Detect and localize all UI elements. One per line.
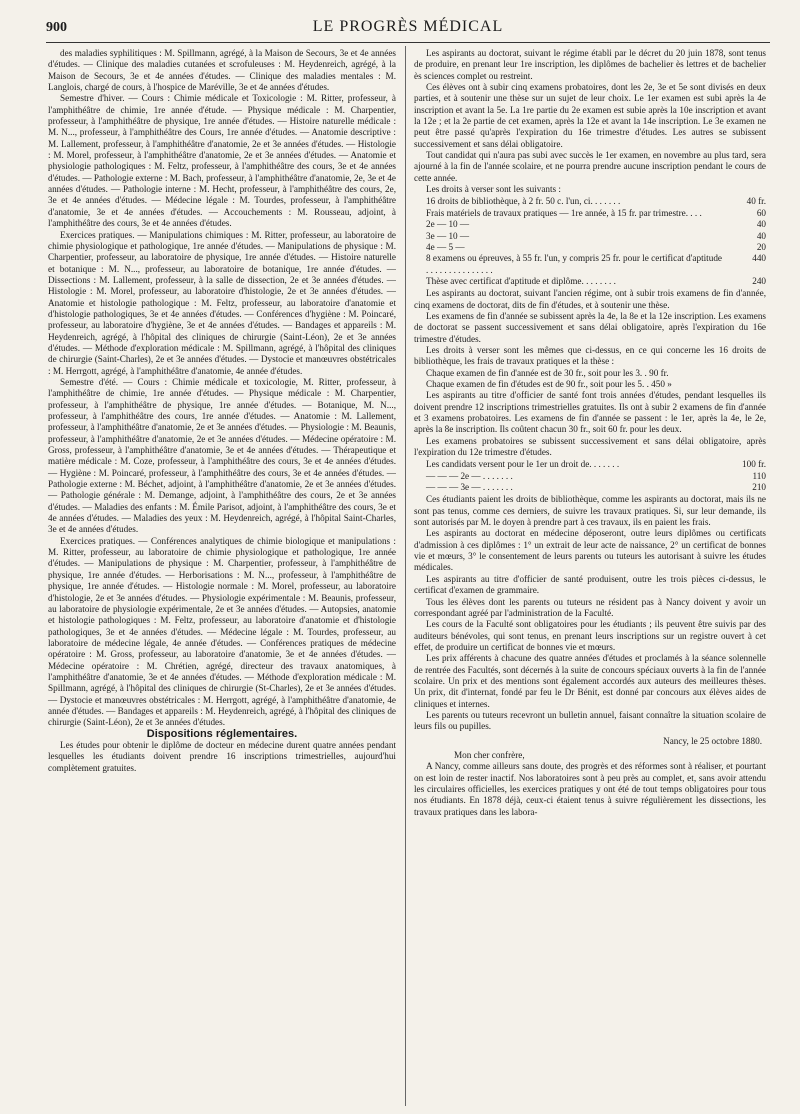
fee-label: Frais matériels de travaux pratiques — 1re année, à 15 fr. par trimestre. . . .	[426, 207, 702, 218]
fee-label: Thèse avec certificat d'aptitude et diplôme. . . . . . . .	[426, 275, 616, 286]
paragraph: Les examens probatoires se subissent successivement et sans délai obligatoire, après l'expiration du 12e trimestre d'études.	[414, 435, 766, 458]
fee-row	[414, 471, 766, 482]
paragraph: Semestre d'hiver. — Cours : Chimie médicale et Toxicologie : M. Ritter, professeur, à l'amphithéâtre de chimie, 1re année d'étude. — Physique médicale : M. Charpentier, professeur, à l'amphithéâtre de physique, 1re année d'études. — Histoire naturelle médicale : M. N..., professeur, à l'amphithéâtre des Cours, 1re année d'études. — Anatomie descriptive : M. Lallement, professeur, à l'amphithéâtre d'anatomie, 2e et 3e années d'études. — Histologie : M. Morel, professeur, à l'amphithéâtre d'anatomie, 2e et 3e années d'études. — Anatomie et physiologie pathologiques : M. Feltz, professeur, à l'amphithéâtre des cours, 3e et 4e années d'études. — Pathologie externe : M. Bach, professeur, à l'amphithéâtre d'anatomie, 2e, 3e et 4e années d'études. — Pathologie interne : M. Hecht, professeur, à l'amphithéâtre des cours, 2e, 3e et 4e années d'études. — Médecine légale : M. Tourdes, professeur, à l'amphithéâtre d'anatomie, 3e et 4e années d'études. — Accouchements : M. Rousseau, adjoint, à l'amphithéâtre des cours, 3e et 4e années d'études.	[48, 93, 396, 229]
paragraph: Chaque examen de fin d'année est de 30 fr., soit pour les 3. . 90 fr.	[426, 367, 669, 378]
fee-label: 2e — 10 —	[426, 219, 470, 230]
paragraph: Chaque examen de fin d'études est de 90 fr., soit pour les 5. . 450 »	[426, 378, 672, 389]
header-rule	[46, 42, 770, 43]
fee-amount: 240	[752, 275, 766, 286]
fee-amount: 40 fr.	[746, 196, 766, 207]
fee-amount: 40	[756, 219, 766, 230]
paragraph: Les aspirants au titre d'officier de santé produisent, outre les trois pièces ci-dessus, le certificat d'examen de grammaire.	[414, 573, 766, 596]
fee-label: 16 droits de bibliothèque, à 2 fr. 50 c. l'un, ci. . . . . . .	[426, 196, 621, 207]
section-title: Dispositions réglementaires.	[146, 727, 298, 740]
fee-amount: 210	[752, 482, 766, 493]
page-header	[46, 14, 770, 38]
paragraph: Tous les élèves dont les parents ou tuteurs ne résident pas à Nancy doivent y avoir un correspondant agréé par l'administration de la Faculté.	[414, 596, 766, 618]
page-number: 900	[46, 20, 67, 35]
fee-row	[414, 242, 766, 253]
fee-amount: 20	[756, 241, 766, 252]
fees-table-officier	[414, 459, 766, 493]
paragraph: Tout candidat qui n'aura pas subi avec succès le 1er examen, en novembre au plus tard, sera ajourné à la fin de l'année scolaire, et ne pourra prendre aucune inscription pendant le cours de cette année.	[414, 150, 766, 183]
fee-row	[414, 196, 766, 207]
fee-amount: 40	[756, 230, 766, 241]
paragraph: Les aspirants au titre d'officier de santé font trois années d'études, pendant lesquelles ils doivent prendre 12 inscriptions trimestrielles gratuites. Ils ont à subir 2 examens de fin d'année et 3 examens probatoires. Les examens de fin d'année se passent : le 1er, après la 4e, le 2e, après la 8e inscription. Ils coûtent chacun 30 fr., soit 60 fr. pour les deux.	[414, 390, 766, 435]
fee-amount: 110	[752, 470, 766, 481]
paragraph: Les aspirants au doctorat, suivant le régime établi par le décret du 20 juin 1878, sont tenus de produire, en prenant leur 1re inscription, les diplômes de bachelier ès lettres et de bachelier ès sciences complet ou restreint.	[414, 48, 766, 81]
paragraph: Les cours de la Faculté sont obligatoires pour les étudiants ; ils peuvent être suivis par des auditeurs bénévoles, qui sont tenus, en prenant leurs inscriptions sur un registre ouvert à cet effet, de produire un certificat de bonnes vie et mœurs.	[414, 619, 766, 652]
paragraph: Les prix afférents à chacune des quatre années d'études et proclamés à la séance solennelle de rentrée des Facultés, sont décernés à la suite de concours spéciaux ouverts à la fin de l'année scolaire. Un prix et des mentions sont également accordés aux auteurs des meilleures thèses. Un prix, dit d'internat, fondé par feu le Dr Bénit, est donné par concours aux élèves aides de cliniques et internes.	[414, 653, 766, 709]
fee-amount: 60	[756, 207, 766, 218]
fee-row	[414, 276, 766, 287]
fee-label: 8 examens ou épreuves, à 55 fr. l'un, y compris 25 fr. pour le certificat d'aptitude . . . . . . . . . . . . . . .	[426, 253, 722, 275]
paragraph: des maladies syphilitiques : M. Spillmann, agrégé, à la Maison de Secours, 3e et 4e années d'études. — Clinique des maladies cutanées et scrofuleuses : M. Heydenreich, agrégé, à la Maison de Secours, 3e et 4e années d'études. — Clinique des maladies mentales : M. Langlois, chargé de cours, à l'hospice de Maréville, 3e et 4e années d'études.	[48, 48, 396, 93]
journal-title: LE PROGRÈS MÉDICAL	[312, 18, 504, 35]
fees-table-doctorate	[414, 196, 766, 287]
fee-label: 3e — 10 —	[426, 230, 470, 241]
right-column	[414, 48, 766, 818]
paragraph: Exercices pratiques. — Manipulations chimiques : M. Ritter, professeur, au laboratoire de chimie physiologique et pathologique, 1re année d'études. — Manipulations de physique : M. Charpentier, professeur, au laboratoire de physique, 1re année d'études. — Histoire naturelle et botanique : M. N..., professeur, au laboratoire de botanique, 1re année d'études. — Dissections : M. Lallement, professeur, à la salle de dissection, 2e et 3e années d'études. — Histologie : M. Morel, professeur, au laboratoire d'histologie, 2e et 3e années d'études. — Anatomie et histologie pathologique : M. Feltz, professeur, au laboratoire d'anatomie et d'histologie pathologiques, 3e et 4e années d'études. — Conférences d'hygiène : M. Poincaré, professeur, au laboratoire d'hygiène, 3e et 4e années d'études. — Bandages et appareils : M. Heydenreich, agrégé, à l'hôpital des cliniques de chirurgie (Saint-Léon), 2e et 3e années d'études. — Méthode d'exploration médicale : M. Spillmann, agrégé, à l'hôpital des cliniques de chirurgie (Saint-Charles), 2e et 3e années d'études. — Dystocie et manœuvres obstétricales : M. Herrgott, agrégé, à l'amphithéâtre d'anatomie, 4e année d'études.	[48, 229, 396, 376]
paragraph: Les aspirants au doctorat en médecine déposeront, outre leurs diplômes ou certificats d'admission à ces diplômes : 1° un extrait de leur acte de naissance, 2° un certificat de bonnes vie et mœurs, 3° le consentement de leurs parents ou tuteurs les autorisant à suivre les études médicales.	[414, 528, 766, 573]
paragraph: Ces élèves ont à subir cinq examens probatoires, dont les 2e, 3e et 5e sont divisés en deux parties, et à soutenir une thèse sur un sujet de leur choix. Le 1er examen est subi après la 4e inscription et avant la 5e. La 1re partie du 2e examen est subie après la 10e inscription et avant la 12e ; et la 2e partie de cet examen, après la 12e et avant la 14e inscription. Le 3e examen ne peut être passé qu'après l'expiration du 16e trimestre d'études. Les autres se subissent successivement et sans délai obligatoire.	[414, 82, 766, 149]
fee-row	[414, 253, 766, 276]
paragraph: Les études pour obtenir le diplôme de docteur en médecine durent quatre années pendant lesquelles les étudiants doivent prendre 16 inscriptions trimestrielles, aujourd'hui complètement gratuites.	[48, 739, 396, 773]
fee-row	[414, 219, 766, 230]
letter-body: A Nancy, comme ailleurs sans doute, des progrès et des réformes sont à réaliser, et pourtant on est loin de rester inactif. Nos laboratoires sont à peu près au complet, et, sans avoir attendu les circulaires officielles, les exercices pratiques y ont été de tout temps obligatoires pour tous nos étudiants. En 1878 déjà, ceux-ci étaient tenus à suivre régulièrement les dissections, les travaux pratiques dans les labora-	[414, 761, 766, 817]
paragraph: Les examens de fin d'année se subissent après la 4e, la 8e et la 12e inscription. Les examens de doctorat se passent successivement et sans délai obligatoire, après l'expiration du 16e trimestre d'études.	[414, 310, 766, 344]
fee-amount: 440	[752, 253, 766, 264]
fee-row	[414, 482, 766, 493]
fee-amount: 100 fr.	[742, 459, 766, 470]
paragraph: Les droits à verser sont les mêmes que ci-dessus, en ce qui concerne les 16 droits de bibliothèque, les frais de travaux pratiques et la thèse :	[414, 344, 766, 367]
column-divider	[405, 46, 406, 1106]
fee-row	[414, 231, 766, 242]
paragraph: Semestre d'été. — Cours : Chimie médicale et toxicologie, M. Ritter, professeur, à l'amphithéâtre de chimie, 1re année d'études. — Physique médicale : M. Charpentier, professeur, à l'amphithéâtre de physique, 1re année d'études. — Botanique, M. N..., professeur, à l'amphithéâtre des cours, 1re année d'études. — Anatomie : M. Lallement, professeur, à l'amphithéâtre d'anatomie, 2e et 3e années d'études. — Physiologie : M. Beaunis, professeur, à l'amphithéâtre d'anatomie, 2e et 3e années d'études. — Médecine opératoire : M. Gross, professeur, à l'amphithéâtre d'anatomie, 3e et 4e années d'études. — Thérapeutique et matière médicale : M. Coze, professeur, à l'amphithéâtre des cours, 3e et 4e années d'études. — Hygiène : M. Poincaré, professeur, à l'amphithéâtre des cours, 3e et 4e années d'études. — Pathologie externe : M. Béchet, adjoint, à l'amphithéâtre d'anatomie, 2e et 3e années d'études. — Pathologie générale : M. Demange, adjoint, à l'amphithéâtre des cours, 2e et 3e années d'études. — Maladies des enfants : M. Émile Parisot, adjoint, à l'amphithéâtre des cours, 3e et 4e années d'études. — Maladies des yeux : M. Heydenreich, agrégé, à l'hôpital Saint-Charles, 3e et 4e années d'études.	[48, 376, 396, 535]
fee-label: — — — 3e — . . . . . . .	[426, 482, 513, 493]
paragraph: Les aspirants au doctorat, suivant l'ancien régime, ont à subir trois examens de fin d'année, cinq examens de doctorat, dits de fin d'études, et à soutenir une thèse.	[414, 288, 766, 310]
letter-date: Nancy, le 25 octobre 1880.	[663, 735, 762, 746]
fee-label: 4e — 5 —	[426, 241, 465, 252]
paragraph: Exercices pratiques. — Conférences analytiques de chimie biologique et manipulations : M. Ritter, professeur, au laboratoire de chimie physiologique et pathologique, 1re année d'études. — Manipulations de physique : M. Charpentier, professeur, à l'amphithéâtre de physique, 1re année d'études. — Herborisations : M. N..., professeur, à l'amphithéâtre de physique, 1re année d'études. — Histologie normale : M. Morel, professeur, au laboratoire d'histologie, 2e et 3e années d'études. — Physiologie expérimentale : M. Beaunis, professeur, au laboratoire de physiologie expérimentale, 2e et 3e années d'études. — Autopsies, anatomie et histologie pathologiques : M. Feltz, professeur, au laboratoire d'anatomie et d'histologie pathologiques, 3e et 4e années d'études. — Médecine légale : M. Tourdes, professeur, au laboratoire de médecine légale, 4e année d'études. — Conférences pratiques de médecine opératoire : M. Gross, professeur, au laboratoire d'anatomie, 3e et 4e années d'études. — Médecine opératoire : M. Chrétien, agrégé, directeur des travaux anatomiques, à l'amphithéâtre d'anatomie, 3e et 4e années d'études. — Méthode d'exploration médicale : M. Spillmann, agrégé, à l'hôpital des cliniques de chirurgie (St-Charles), 2e et 3e années d'études. — Dystocie et manœuvres obstétricales : M. Herrgott, agrégé, à l'amphithéâtre d'anatomie, 4e année d'études. — Bandages et appareils : M. Heydenreich, agrégé, à l'hôpital des cliniques de chirurgie (Saint-Léon), 2e et 3e années d'études.	[48, 535, 396, 728]
letter-salutation: Mon cher confrère,	[454, 749, 525, 760]
paragraph: Ces étudiants paient les droits de bibliothèque, comme les aspirants au doctorat, mais ils ne sont pas tenus, comme ces derniers, de suivre les travaux pratiques. Si, sur leur demande, ils sont autorisés par M. le doyen à prendre part à ces travaux, ils en paient les frais.	[414, 494, 766, 528]
fee-label: — — — 2e — . . . . . . .	[426, 470, 513, 481]
fee-row	[414, 459, 766, 470]
paragraph: Les parents ou tuteurs recevront un bulletin annuel, faisant connaître la situation scolaire de leurs fils ou pupilles.	[414, 709, 766, 732]
fee-row	[414, 208, 766, 219]
paragraph: Les droits à verser sont les suivants :	[426, 184, 561, 195]
left-column	[48, 48, 396, 774]
fee-label: Les candidats versent pour le 1er un droit de. . . . . . .	[426, 459, 620, 470]
